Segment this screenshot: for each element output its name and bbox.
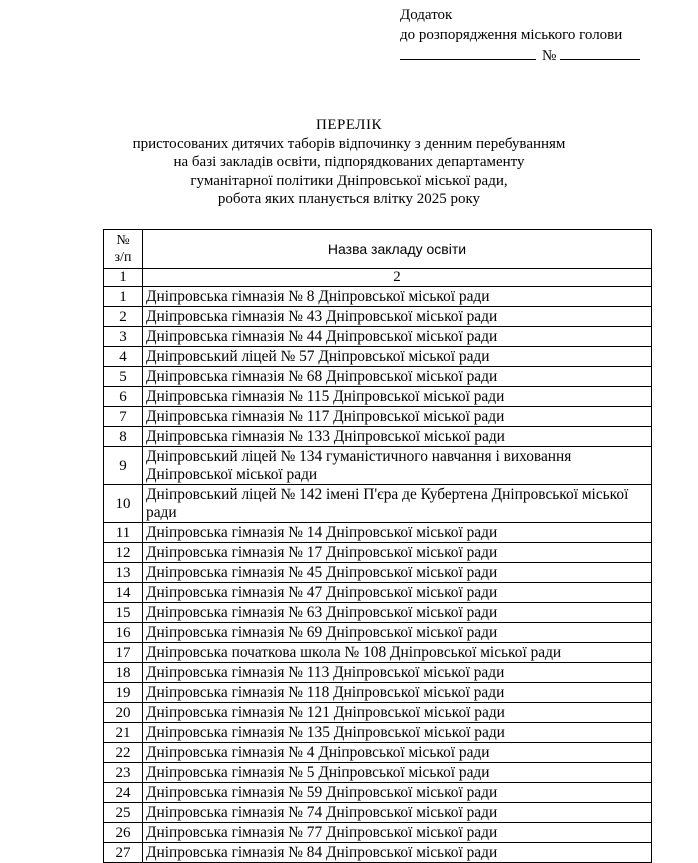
row-number: 12 (104, 543, 143, 563)
row-number: 6 (104, 387, 143, 407)
appendix-signature-line (400, 45, 640, 66)
table-row (104, 843, 652, 863)
column-index-2: 2 (143, 269, 652, 287)
school-name: Дніпровська гімназія № 68 Дніпровської міської ради (143, 367, 652, 387)
row-number: 11 (104, 523, 143, 543)
school-name: Дніпровська гімназія № 14 Дніпровської міської ради (143, 523, 652, 543)
school-name: Дніпровська гімназія № 69 Дніпровської міської ради (143, 623, 652, 643)
column-index-1: 1 (104, 269, 143, 287)
school-name: Дніпровська гімназія № 44 Дніпровської міської ради (143, 327, 652, 347)
table-row (104, 307, 652, 327)
school-name: Дніпровська гімназія № 84 Дніпровської міської ради (143, 843, 652, 863)
table-row (104, 427, 652, 447)
row-number: 13 (104, 563, 143, 583)
heading-line: на базі закладів освіти, підпорядкованих департаменту (173, 154, 525, 170)
row-number: 3 (104, 327, 143, 347)
table-body (104, 287, 652, 863)
row-number: 1 (104, 287, 143, 307)
row-number: 22 (104, 743, 143, 763)
school-name: Дніпровська гімназія № 8 Дніпровської міської ради (143, 287, 652, 307)
table-row (104, 703, 652, 723)
school-name: Дніпровська гімназія № 45 Дніпровської міської ради (143, 563, 652, 583)
row-number: 27 (104, 843, 143, 863)
table-row (104, 543, 652, 563)
row-number: 7 (104, 407, 143, 427)
appendix-block (400, 5, 640, 66)
row-number: 18 (104, 663, 143, 683)
table-row (104, 743, 652, 763)
row-number: 8 (104, 427, 143, 447)
row-number: 19 (104, 683, 143, 703)
header-number-abbr: з/п (114, 250, 132, 265)
table-row (104, 407, 652, 427)
table-row (104, 387, 652, 407)
school-name: Дніпровська гімназія № 63 Дніпровської міської ради (143, 603, 652, 623)
table-row (104, 583, 652, 603)
header-number-sign: № (116, 233, 130, 248)
row-number: 5 (104, 367, 143, 387)
table-row (104, 823, 652, 843)
school-name: Дніпровський ліцей № 134 гуманістичного навчання і виховання Дніпровської міської ради (143, 447, 652, 485)
school-name: Дніпровський ліцей № 57 Дніпровської міської ради (143, 347, 652, 367)
table-row (104, 485, 652, 523)
row-number: 16 (104, 623, 143, 643)
date-blank (400, 45, 536, 60)
table-row (104, 523, 652, 543)
table-row (104, 287, 652, 307)
school-name: Дніпровська гімназія № 118 Дніпровської міської ради (143, 683, 652, 703)
heading-line: пристосованих дитячих таборів відпочинку з денним перебуванням (132, 135, 566, 152)
row-number: 25 (104, 803, 143, 823)
table-row (104, 623, 652, 643)
school-name: Дніпровська гімназія № 5 Дніпровської міської ради (143, 763, 652, 783)
table-row (104, 643, 652, 663)
document-title: ПЕРЕЛІК (316, 117, 382, 133)
table-row (104, 663, 652, 683)
heading-line: робота яких планується влітку 2025 року (217, 191, 481, 207)
school-name: Дніпровська гімназія № 43 Дніпровської міської ради (143, 307, 652, 327)
school-name: Дніпровська гімназія № 74 Дніпровської міської ради (143, 803, 652, 823)
table-row (104, 783, 652, 803)
table-row (104, 367, 652, 387)
school-name: Дніпровська гімназія № 113 Дніпровської міської ради (143, 663, 652, 683)
school-name: Дніпровська початкова школа № 108 Дніпровської міської ради (143, 643, 652, 663)
row-number: 4 (104, 347, 143, 367)
table-row (104, 447, 652, 485)
header-number-cell (104, 230, 143, 269)
row-number: 21 (104, 723, 143, 743)
table-row (104, 723, 652, 743)
row-number: 23 (104, 763, 143, 783)
table-row (104, 603, 652, 623)
heading-line: гуманітарної політики Дніпровської міської ради, (190, 172, 508, 189)
row-number: 15 (104, 603, 143, 623)
row-number: 2 (104, 307, 143, 327)
school-name: Дніпровська гімназія № 121 Дніпровської міської ради (143, 703, 652, 723)
table-row (104, 803, 652, 823)
document-heading (0, 116, 698, 209)
school-name: Дніпровська гімназія № 47 Дніпровської міської ради (143, 583, 652, 603)
table-row (104, 347, 652, 367)
row-number: 26 (104, 823, 143, 843)
table-row (104, 327, 652, 347)
table-row (104, 683, 652, 703)
school-name: Дніпровська гімназія № 133 Дніпровської міської ради (143, 427, 652, 447)
appendix-subtitle: до розпорядження міського голови (400, 27, 623, 43)
row-number: 20 (104, 703, 143, 723)
appendix-title: Додаток (400, 7, 453, 23)
schools-table (103, 229, 652, 863)
row-number: 9 (104, 447, 143, 485)
row-number: 10 (104, 485, 143, 523)
school-name: Дніпровська гімназія № 4 Дніпровської міської ради (143, 743, 652, 763)
header-name-cell: Назва закладу освіти (143, 230, 652, 269)
school-name: Дніпровська гімназія № 117 Дніпровської міської ради (143, 407, 652, 427)
school-name: Дніпровська гімназія № 77 Дніпровської міської ради (143, 823, 652, 843)
row-number: 17 (104, 643, 143, 663)
row-number: 24 (104, 783, 143, 803)
school-name: Дніпровський ліцей № 142 імені П'єра де Кубертена Дніпровської міської ради (143, 485, 652, 523)
table-row (104, 563, 652, 583)
number-sign: № (542, 48, 557, 64)
school-name: Дніпровська гімназія № 17 Дніпровської міської ради (143, 543, 652, 563)
school-name: Дніпровська гімназія № 59 Дніпровської міської ради (143, 783, 652, 803)
school-name: Дніпровська гімназія № 135 Дніпровської міської ради (143, 723, 652, 743)
table-row (104, 763, 652, 783)
row-number: 14 (104, 583, 143, 603)
number-blank (560, 45, 640, 60)
school-name: Дніпровська гімназія № 115 Дніпровської міської ради (143, 387, 652, 407)
